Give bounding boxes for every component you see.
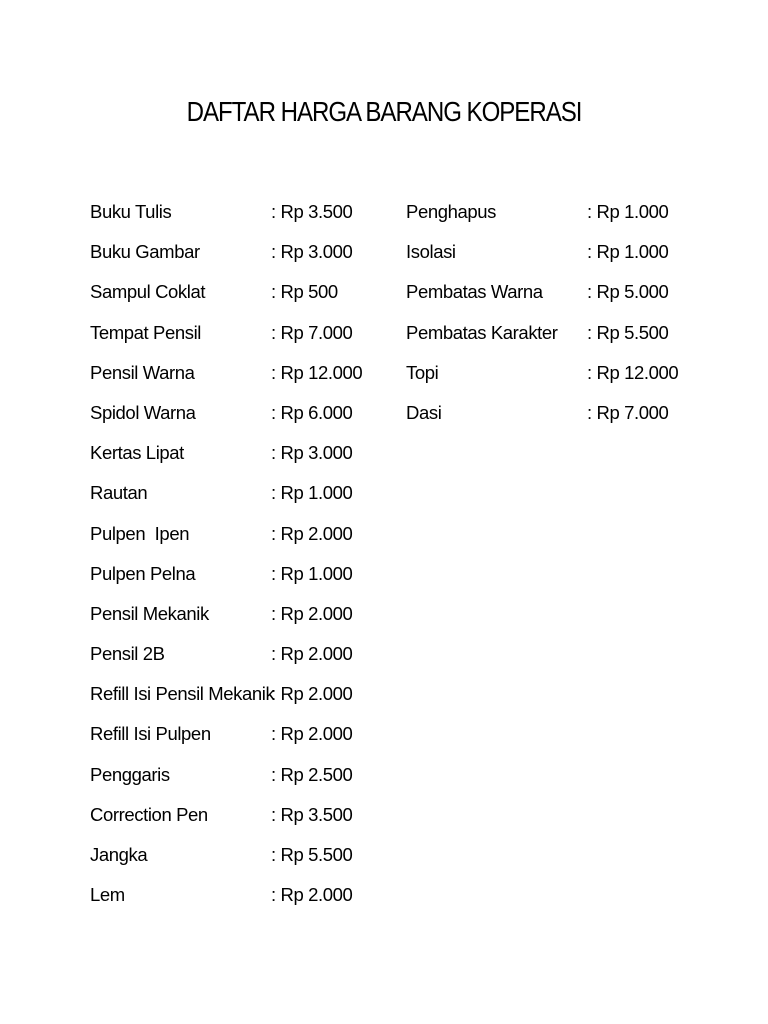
- item-name: Pensil 2B: [90, 643, 165, 665]
- list-item: [90, 479, 362, 519]
- item-name: Pensil Warna: [90, 361, 195, 383]
- item-price: : Rp 1.000: [271, 562, 353, 584]
- list-item: [90, 439, 362, 479]
- price-list-left-column: [90, 198, 362, 921]
- item-name: Pembatas Karakter: [406, 321, 558, 343]
- list-item: [90, 520, 362, 560]
- item-price: : Rp 2.000: [271, 683, 353, 705]
- item-name: Pembatas Warna: [406, 281, 543, 303]
- item-price: : Rp 2.000: [271, 522, 353, 544]
- item-price: : Rp 12.000: [587, 361, 679, 383]
- list-item: [406, 359, 678, 399]
- price-list-right-column: [406, 198, 678, 439]
- item-price: : Rp 7.000: [271, 321, 353, 343]
- item-price: : Rp 1.000: [271, 482, 353, 504]
- list-item: [90, 640, 362, 680]
- item-price: : Rp 5.500: [587, 321, 669, 343]
- list-item: [90, 600, 362, 640]
- list-item: [90, 399, 362, 439]
- item-price: : Rp 3.000: [271, 241, 353, 263]
- item-price: : Rp 1.000: [587, 241, 669, 263]
- item-price: : Rp 2.000: [271, 602, 353, 624]
- item-name: Pulpen Pelna: [90, 562, 196, 584]
- item-price: : Rp 3.000: [271, 442, 353, 464]
- item-name: Sampul Coklat: [90, 281, 206, 303]
- item-name: Correction Pen: [90, 803, 208, 825]
- item-price: : Rp 2.500: [271, 763, 353, 785]
- item-price: : Rp 5.000: [587, 281, 669, 303]
- list-item: [90, 278, 362, 318]
- item-name: Rautan: [90, 482, 148, 504]
- list-item: [90, 680, 362, 720]
- list-item: [90, 359, 362, 399]
- item-name: Spidol Warna: [90, 401, 196, 423]
- list-item: [90, 238, 362, 278]
- item-price: : Rp 1.000: [587, 201, 669, 222]
- item-price: : Rp 500: [271, 281, 338, 303]
- item-name: Kertas Lipat: [90, 442, 184, 464]
- item-name: Refill Isi Pensil Mekanik: [90, 683, 275, 705]
- list-item: [90, 560, 362, 600]
- item-name: Topi: [406, 361, 439, 383]
- item-price: : Rp 12.000: [271, 361, 363, 383]
- list-item: [90, 761, 362, 801]
- item-price: : Rp 7.000: [587, 401, 669, 423]
- list-item: [90, 801, 362, 841]
- item-price: : Rp 6.000: [271, 401, 353, 423]
- item-name: Penghapus: [406, 201, 497, 222]
- list-item: [90, 881, 362, 921]
- item-name: Tempat Pensil: [90, 321, 201, 343]
- item-name: Pulpen Ipen: [90, 522, 190, 544]
- item-price: : Rp 3.500: [271, 803, 353, 825]
- item-price: : Rp 2.000: [271, 643, 353, 665]
- item-name: Refill Isi Pulpen: [90, 723, 211, 745]
- item-price: : Rp 2.000: [271, 884, 353, 906]
- list-item: [406, 319, 678, 359]
- item-name: Lem: [90, 884, 125, 906]
- list-item: [90, 319, 362, 359]
- item-name: Dasi: [406, 401, 442, 423]
- list-item: [90, 198, 362, 238]
- list-item: [406, 399, 678, 439]
- item-name: Pensil Mekanik: [90, 602, 209, 624]
- page-title: DAFTAR HARGA BARANG KOPERASI: [186, 96, 582, 127]
- item-price: : Rp 3.500: [271, 201, 353, 222]
- list-item: [90, 841, 362, 881]
- list-item: [90, 720, 362, 760]
- list-item: [406, 278, 678, 318]
- item-name: Isolasi: [406, 241, 456, 263]
- list-item: [406, 238, 678, 278]
- list-item: [406, 198, 678, 238]
- item-price: : Rp 5.500: [271, 844, 353, 865]
- item-name: Buku Tulis: [90, 201, 172, 222]
- item-name: Penggaris: [90, 763, 170, 785]
- item-price: : Rp 2.000: [271, 723, 353, 745]
- item-name: Jangka: [90, 844, 148, 865]
- item-name: Buku Gambar: [90, 241, 200, 263]
